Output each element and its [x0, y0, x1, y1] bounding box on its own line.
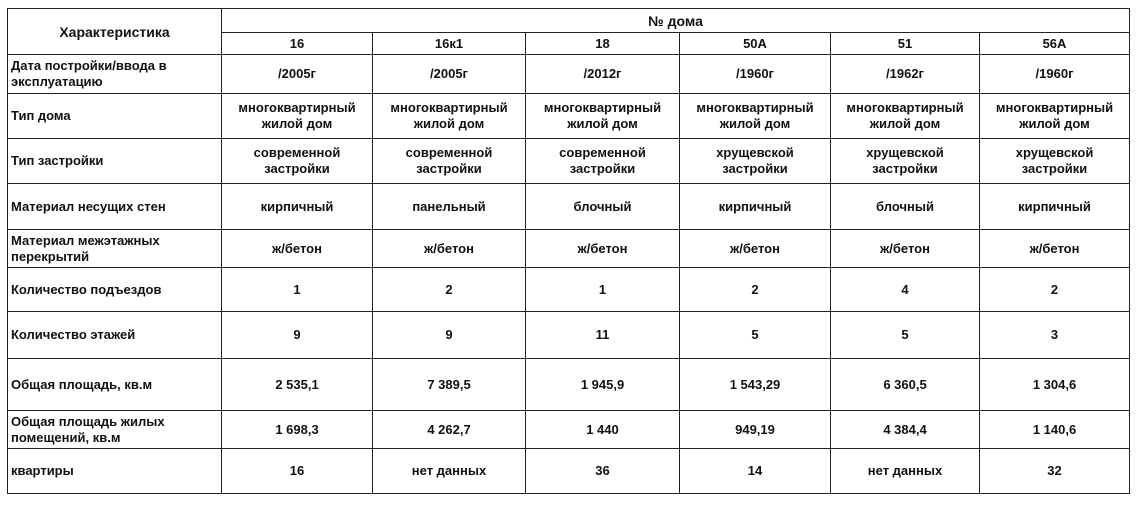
table-cell: многоквартирный жилой дом: [526, 94, 680, 139]
table-cell: 6 360,5: [831, 359, 980, 411]
row-label: Материал несущих стен: [8, 184, 222, 230]
table-cell: /2005г: [373, 55, 526, 94]
table-cell: 11: [526, 312, 680, 359]
house-header: 56А: [980, 33, 1130, 55]
table-cell: 1: [222, 268, 373, 312]
table-cell: 1: [526, 268, 680, 312]
table-row: [8, 139, 1130, 184]
table-cell: 14: [680, 449, 831, 494]
table-cell: 2: [680, 268, 831, 312]
table-cell: хрущевской застройки: [980, 139, 1130, 184]
house-header: 16к1: [373, 33, 526, 55]
table-cell: многоквартирный жилой дом: [373, 94, 526, 139]
table-cell: современной застройки: [373, 139, 526, 184]
table-cell: 1 440: [526, 411, 680, 449]
row-label: Тип застройки: [8, 139, 222, 184]
table-cell: блочный: [831, 184, 980, 230]
table-cell: многоквартирный жилой дом: [222, 94, 373, 139]
row-label: Общая площадь, кв.м: [8, 359, 222, 411]
table-cell: 1 304,6: [980, 359, 1130, 411]
table-cell: 9: [222, 312, 373, 359]
table-cell: ж/бетон: [526, 230, 680, 268]
table-row: [8, 359, 1130, 411]
row-label: Тип дома: [8, 94, 222, 139]
table-cell: 2: [373, 268, 526, 312]
row-label: Количество этажей: [8, 312, 222, 359]
table-cell: многоквартирный жилой дом: [980, 94, 1130, 139]
house-header: 16: [222, 33, 373, 55]
table-row: [8, 184, 1130, 230]
table-cell: 1 698,3: [222, 411, 373, 449]
table-row: [8, 312, 1130, 359]
table-row: [8, 94, 1130, 139]
table-cell: /1960г: [680, 55, 831, 94]
housing-characteristics-table: [7, 8, 1130, 494]
table-cell: нет данных: [831, 449, 980, 494]
table-cell: /2012г: [526, 55, 680, 94]
table-cell: 4: [831, 268, 980, 312]
table-cell: 1 945,9: [526, 359, 680, 411]
table-cell: кирпичный: [680, 184, 831, 230]
house-number-header: № дома: [222, 9, 1130, 33]
table-cell: /2005г: [222, 55, 373, 94]
table-cell: многоквартирный жилой дом: [831, 94, 980, 139]
table-cell: 2: [980, 268, 1130, 312]
row-label: квартиры: [8, 449, 222, 494]
table-cell: ж/бетон: [980, 230, 1130, 268]
table-cell: 5: [831, 312, 980, 359]
table-cell: /1960г: [980, 55, 1130, 94]
characteristic-header: Характеристика: [8, 9, 222, 55]
table-cell: ж/бетон: [831, 230, 980, 268]
table-cell: 4 384,4: [831, 411, 980, 449]
table-row: [8, 411, 1130, 449]
table-cell: современной застройки: [222, 139, 373, 184]
table-cell: блочный: [526, 184, 680, 230]
table-cell: многоквартирный жилой дом: [680, 94, 831, 139]
table-cell: 32: [980, 449, 1130, 494]
table-cell: 9: [373, 312, 526, 359]
table-cell: 1 543,29: [680, 359, 831, 411]
table-cell: /1962г: [831, 55, 980, 94]
row-label: Дата постройки/ввода в эксплуатацию: [8, 55, 222, 94]
table-cell: хрущевской застройки: [680, 139, 831, 184]
house-header: 18: [526, 33, 680, 55]
table-cell: 3: [980, 312, 1130, 359]
table-row: [8, 449, 1130, 494]
table-cell: 36: [526, 449, 680, 494]
table-row: [8, 268, 1130, 312]
table-cell: ж/бетон: [680, 230, 831, 268]
table-cell: кирпичный: [980, 184, 1130, 230]
house-header: 50А: [680, 33, 831, 55]
table-cell: хрущевской застройки: [831, 139, 980, 184]
table-cell: панельный: [373, 184, 526, 230]
table-cell: 1 140,6: [980, 411, 1130, 449]
row-label: Общая площадь жилых помещений, кв.м: [8, 411, 222, 449]
table-row: [8, 230, 1130, 268]
table-cell: 4 262,7: [373, 411, 526, 449]
table-cell: 16: [222, 449, 373, 494]
table-cell: кирпичный: [222, 184, 373, 230]
table-cell: современной застройки: [526, 139, 680, 184]
table-cell: 7 389,5: [373, 359, 526, 411]
table-cell: ж/бетон: [373, 230, 526, 268]
table-cell: 2 535,1: [222, 359, 373, 411]
house-header: 51: [831, 33, 980, 55]
table-cell: 949,19: [680, 411, 831, 449]
row-label: Количество подъездов: [8, 268, 222, 312]
table-cell: ж/бетон: [222, 230, 373, 268]
row-label: Материал межэтажных перекрытий: [8, 230, 222, 268]
table-cell: 5: [680, 312, 831, 359]
table-row: [8, 55, 1130, 94]
table-cell: нет данных: [373, 449, 526, 494]
